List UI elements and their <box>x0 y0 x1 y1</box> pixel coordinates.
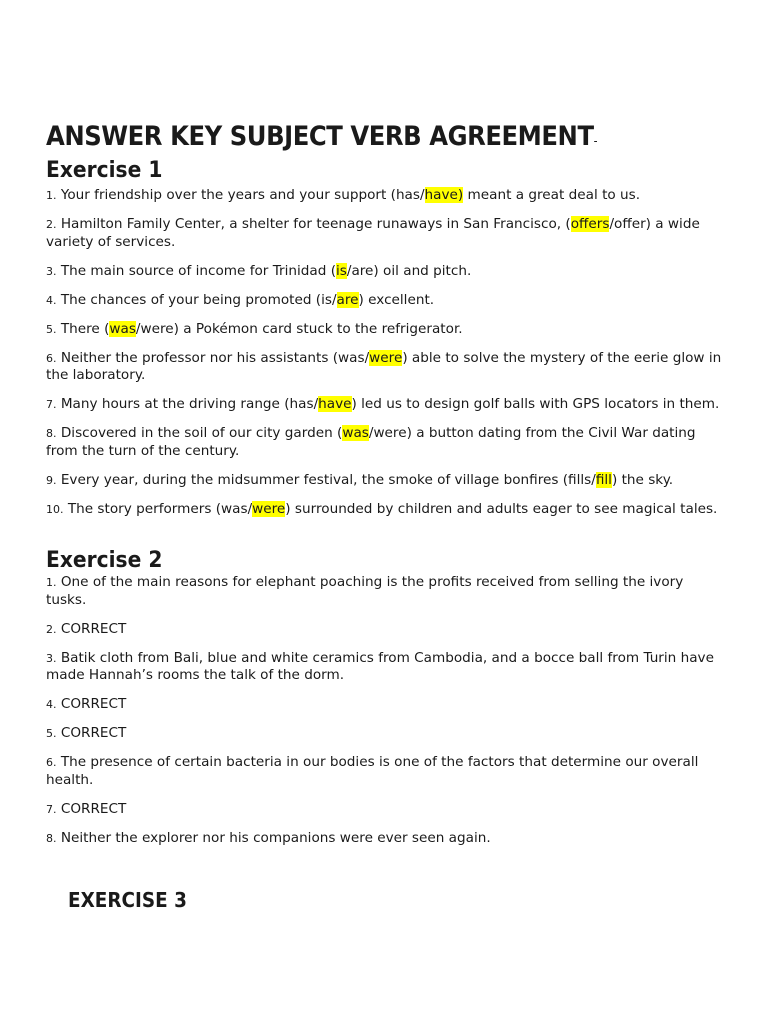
item-text: Discovered in the soil of our city garden ( <box>56 425 343 441</box>
item-text: /were) a button dating from the Civil War dating from the turn of the century. <box>46 425 696 459</box>
item-text: CORRECT <box>56 800 127 817</box>
item-number: 5. <box>46 322 57 336</box>
list-item <box>46 472 726 490</box>
exercise-2-heading: Exercise 2 <box>46 548 163 573</box>
item-text: One of the main reasons for elephant poaching is the profits received from selling the ivory tusks. <box>46 574 684 608</box>
item-text: Neither the professor nor his assistants (was/ <box>56 349 370 366</box>
list-item <box>46 501 726 519</box>
item-text: Many hours at the driving range (has/ <box>56 396 319 412</box>
item-text: ) the sky. <box>611 471 674 488</box>
exercise-1-list <box>46 187 726 518</box>
list-item <box>46 621 726 639</box>
item-number: 8. <box>46 831 57 845</box>
list-item <box>46 350 726 385</box>
highlighted-answer: were <box>252 500 286 517</box>
title-dash: - <box>593 134 598 148</box>
highlighted-answer: fill <box>595 471 612 488</box>
item-text: CORRECT <box>56 696 127 712</box>
highlighted-answer: were <box>369 349 403 366</box>
item-text: /offer) a wide variety of services. <box>46 216 700 250</box>
item-number: 4. <box>46 698 57 711</box>
item-text: ) excellent. <box>358 291 435 308</box>
item-text: ) led us to design golf balls with GPS locators in them. <box>351 396 720 412</box>
item-text: The presence of certain bacteria in our bodies is one of the factors that determine our overall health. <box>46 754 699 788</box>
exercise-1-heading: Exercise 1 <box>46 158 163 183</box>
list-item <box>46 292 726 310</box>
list-item <box>46 801 726 819</box>
item-text: CORRECT <box>56 620 127 637</box>
item-text: /were) a Pokémon card stuck to the refrigerator. <box>135 320 463 337</box>
list-item <box>46 650 726 685</box>
item-number: 2. <box>46 218 57 231</box>
item-text: There ( <box>56 320 110 337</box>
list-item <box>46 396 726 414</box>
list-item <box>46 187 726 205</box>
page-title <box>46 118 658 160</box>
highlighted-answer: was <box>342 425 369 441</box>
item-text: Hamilton Family Center, a shelter for teenage runaways in San Francisco, ( <box>56 216 571 232</box>
item-number: 4. <box>46 293 57 307</box>
title-text: ANSWER KEY SUBJECT VERB AGREEMENT <box>46 121 594 152</box>
item-text: ) surrounded by children and adults eager to see magical tales. <box>285 500 718 517</box>
item-number: 3. <box>46 264 57 278</box>
highlighted-answer: was <box>109 320 136 337</box>
item-number: 7. <box>46 398 57 411</box>
item-number: 8. <box>46 427 57 440</box>
item-number: 2. <box>46 622 57 636</box>
item-number: 6. <box>46 351 57 365</box>
item-text: CORRECT <box>56 725 127 741</box>
exercise-2-list <box>46 574 726 847</box>
item-text: The main source of income for Trinidad ( <box>56 262 336 279</box>
highlighted-answer: offers <box>570 216 610 232</box>
document-page <box>46 118 726 913</box>
item-number: 5. <box>46 727 57 740</box>
list-item <box>46 263 726 281</box>
item-number: 3. <box>46 651 57 665</box>
item-number: 9. <box>46 473 57 487</box>
item-text: Neither the explorer nor his companions were ever seen again. <box>56 829 491 846</box>
item-text: Batik cloth from Bali, blue and white ceramics from Cambodia, and a bocce ball from Turin have made Hannah’s rooms the talk of the dorm. <box>46 649 714 683</box>
list-item <box>46 754 726 789</box>
list-item <box>46 216 726 251</box>
item-number: 7. <box>46 802 57 816</box>
item-text: Every year, during the midsummer festival, the smoke of village bonfires (fills/ <box>56 471 596 488</box>
highlighted-answer: are <box>336 291 359 308</box>
item-text: meant a great deal to us. <box>463 187 641 203</box>
list-item <box>46 321 726 339</box>
item-number: 1. <box>46 189 57 202</box>
list-item <box>46 696 726 714</box>
list-item <box>46 574 726 609</box>
list-item <box>46 725 726 743</box>
item-number: 10. <box>46 502 64 516</box>
item-text: The chances of your being promoted (is/ <box>56 291 337 308</box>
item-text: /are) oil and pitch. <box>346 262 472 279</box>
highlighted-answer: have) <box>424 187 464 203</box>
list-item <box>46 830 726 848</box>
item-text: ) able to solve the mystery of the eerie glow in the laboratory. <box>46 349 722 383</box>
item-number: 1. <box>46 576 57 589</box>
item-number: 6. <box>46 756 57 769</box>
item-text: Your friendship over the years and your support (has/ <box>56 187 425 203</box>
highlighted-answer: is <box>336 262 347 279</box>
list-item <box>46 425 726 460</box>
exercise-3-heading: EXERCISE 3 <box>68 888 187 912</box>
item-text: The story performers (was/ <box>63 500 253 517</box>
highlighted-answer: have <box>318 396 352 412</box>
